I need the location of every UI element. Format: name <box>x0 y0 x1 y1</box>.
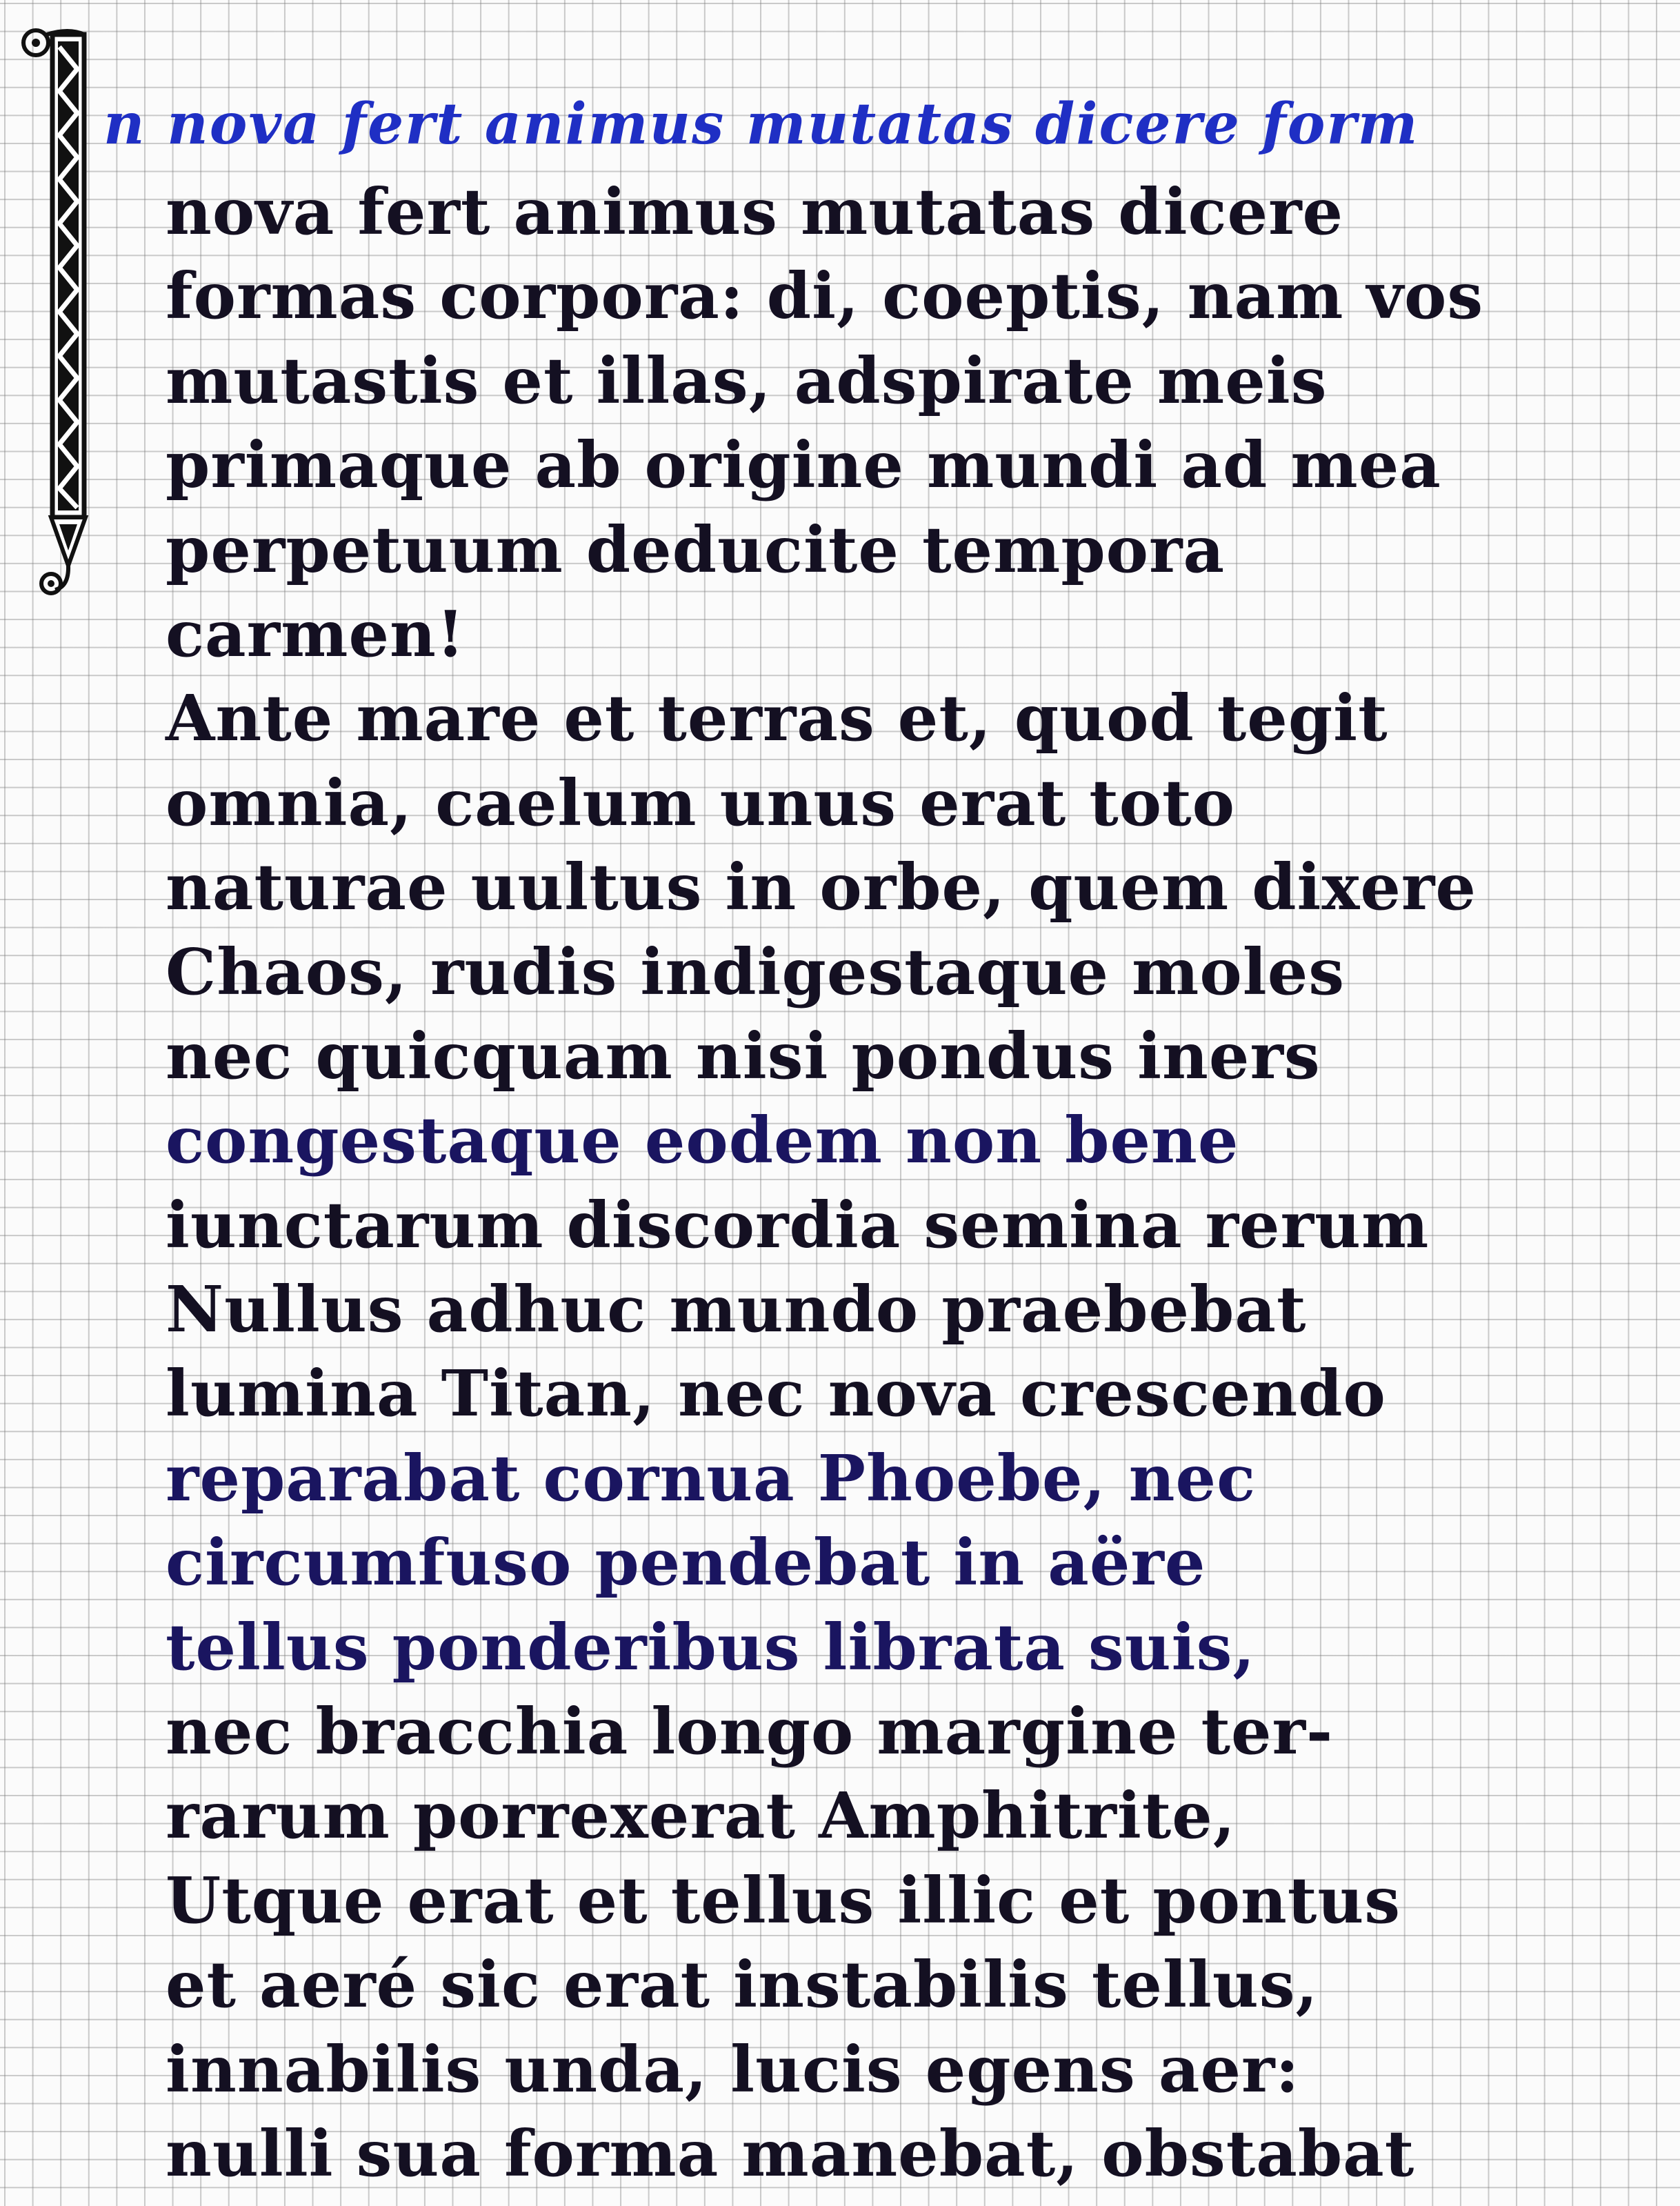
text-line: tellus ponderibus librata suis, <box>166 1609 1256 1685</box>
text-line: Utque erat et tellus illic et pontus <box>166 1862 1401 1938</box>
text-line: iunctarum discordia semina rerum <box>166 1187 1430 1262</box>
text-line: innabilis unda, lucis egens aer: <box>166 2031 1300 2107</box>
text-line: reparabat cornua Phoebe, nec <box>166 1440 1257 1516</box>
incipit-heading: n nova fert animus mutatas dicere form <box>103 91 1419 157</box>
text-line: naturae uultus in orbe, quem dixere <box>166 850 1477 925</box>
text-line: Chaos, rudis indigestaque moles <box>166 934 1346 1009</box>
text-line: nec bracchia longo margine ter- <box>166 1694 1334 1769</box>
text-line: et aeré sic erat instabilis tellus, <box>166 1947 1319 2023</box>
text-line: circumfuso pendebat in aëre <box>166 1525 1206 1600</box>
text-line: formas corpora: di, coeptis, nam vos <box>166 259 1484 334</box>
text-line: lumina Titan, nec nova crescendo <box>166 1356 1386 1431</box>
text-line: mutastis et illas, adspirate meis <box>166 343 1328 418</box>
text-line: congestaque eodem non bene <box>166 1103 1239 1178</box>
text-line: omnia, caelum unus erat toto <box>166 765 1235 840</box>
text-line: rarum porrexerat Amphitrite, <box>166 1778 1236 1854</box>
text-line: carmen! <box>166 596 466 671</box>
text-line: perpetuum deducite tempora <box>166 512 1226 587</box>
manuscript-text <box>166 170 1669 2196</box>
text-line: nec quicquam nisi pondus iners <box>166 1018 1321 1093</box>
text-line: nova fert animus mutatas dicere <box>166 175 1344 249</box>
text-line: Ante mare et terras et, quod tegit <box>166 681 1388 756</box>
text-line: Nullus adhuc mundo praebebat <box>166 1272 1307 1347</box>
text-line: nulli sua forma manebat, obstabat <box>166 2116 1415 2191</box>
illuminated-initial-i-icon <box>21 14 103 607</box>
text-line: primaque ab origine mundi ad mea <box>166 428 1441 503</box>
